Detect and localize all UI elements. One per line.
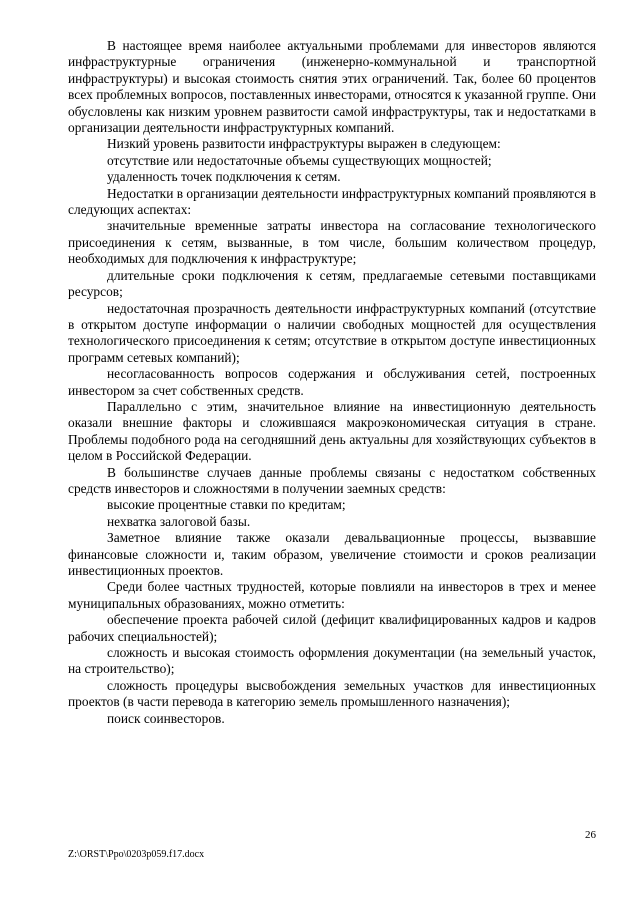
document-body	[68, 38, 596, 727]
list-item: недостаточная прозрачность деятельности инфраструктурных компаний (отсутствие в открытом доступе информации о наличии свободных мощностей для осуществления технологического присоединения к сетям; отсутствие в открытом доступе инвестиционных программ сетевых компаний);	[68, 300, 596, 365]
footer-file-path: Z:\ORST\Ppo\0203p059.f17.docx	[68, 849, 205, 860]
list-item: сложность и высокая стоимость оформления документации (на земельный участок, на строительство);	[68, 645, 596, 677]
paragraph: В настоящее время наиболее актуальными проблемами для инвесторов являются инфраструктурные ограничения (инженерно-коммунальной и транспортной инфраструктуры) и высокая стоимость снятия этих ограничений. Так, более 60 процентов всех проблемных вопросов, поставленных инвесторами, относятся к указанной группе. Они обусловлены как низким уровнем развитости самой инфраструктуры, так и недостатками в организации деятельности инфраструктурных компаний.	[68, 38, 596, 136]
paragraph: Заметное влияние также оказали девальвационные процессы, вызвавшие финансовые сложности и, таким образом, увеличение стоимости и сроков реализации инвестиционных проектов.	[68, 530, 596, 578]
list-item: высокие процентные ставки по кредитам;	[107, 497, 346, 513]
list-item: обеспечение проекта рабочей силой (дефицит квалифицированных кадров и кадров рабочих специальностей);	[68, 612, 596, 644]
paragraph: В большинстве случаев данные проблемы связаны с недостатком собственных средств инвесторов и сложностями в получении заемных средств:	[68, 464, 596, 496]
list-item: длительные сроки подключения к сетям, предлагаемые сетевыми поставщиками ресурсов;	[68, 267, 596, 300]
paragraph: Недостатки в организации деятельности инфраструктурных компаний проявляются в следующих аспектах:	[68, 185, 596, 218]
list-item: сложность процедуры высвобождения земельных участков для инвестиционных проектов (в части перевода в категорию земель промышленного назначения);	[68, 677, 596, 710]
list-item: поиск соинвесторов.	[107, 710, 225, 726]
paragraph: Среди более частных трудностей, которые повлияли на инвесторов в трех и менее муниципальных образованиях, можно отметить:	[68, 579, 596, 611]
list-item: нехватка залоговой базы.	[107, 513, 251, 529]
paragraph: Параллельно с этим, значительное влияние на инвестиционную деятельность оказали внешние факторы и сложившаяся макроэкономическая ситуация в стране. Проблемы подобного рода на сегодняшний день актуальны для хозяйствующих субъектов в целом в Российской Федерации.	[68, 398, 596, 464]
list-item: отсутствие или недостаточные объемы существующих мощностей;	[107, 152, 492, 168]
list-item: значительные временные затраты инвестора на согласование технологического присоединения к сетям, вызванные, в том числе, большим количеством процедур, необходимых для подключения к инфраструктуре;	[68, 218, 596, 267]
list-item: удаленность точек подключения к сетям.	[107, 169, 341, 185]
paragraph: Низкий уровень развитости инфраструктуры выражен в следующем:	[107, 136, 501, 152]
list-item: несогласованность вопросов содержания и обслуживания сетей, построенных инвестором за счет собственных средств.	[68, 366, 596, 398]
page-number: 26	[585, 829, 596, 841]
